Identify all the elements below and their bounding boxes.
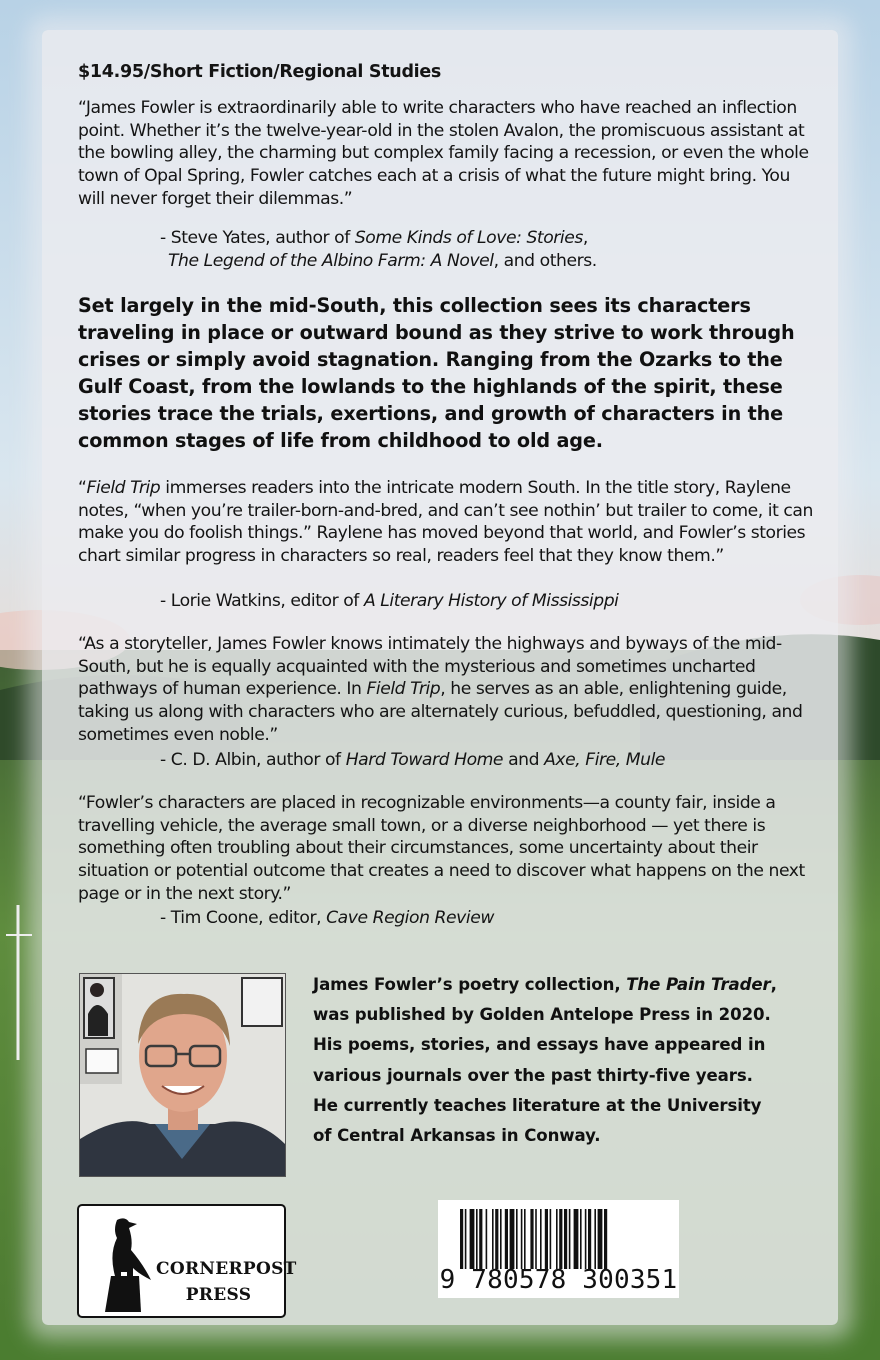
barcode-stripe	[569, 1209, 571, 1269]
review-quote-albin: “As a storyteller, James Fowler knows intimately the highways and byways of the mid-South, but he is equally acquainted with the mysterious and sometimes uncharted pathways of human experience. In Field Trip, he serves as an able, enlightening guide, taking us along with characters who are alternately curious, befuddled, questioning, and sometimes even noble.”	[78, 634, 803, 745]
price-category-line: $14.95/Short Fiction/Regional Studies	[78, 62, 442, 82]
barcode-stripe	[556, 1209, 558, 1269]
barcode-stripe	[564, 1209, 567, 1269]
publisher-name: CORNERPOST PRESS	[156, 1259, 297, 1305]
review-attribution-coone: - Tim Coone, editor, Cave Region Review	[160, 908, 494, 928]
barcode-stripe	[510, 1209, 515, 1269]
isbn-barcode	[438, 1200, 679, 1298]
barcode-stripe	[574, 1209, 579, 1269]
barcode-stripe	[530, 1209, 533, 1269]
barcode-stripe	[495, 1209, 498, 1269]
barcode-stripe	[545, 1209, 548, 1269]
barcode-stripe	[470, 1209, 475, 1269]
barcode-stripe	[479, 1209, 482, 1269]
barcode-stripe	[492, 1209, 494, 1269]
author-bio: James Fowler’s poetry collection, The Pain Trader, was published by Golden Antelope Press in 2020. His poems, stories, and essays have appeared in various journals over the past thirty-five years. He currently teaches literature at the University of Central Arkansas in Conway.	[313, 975, 777, 1146]
barcode-stripe	[460, 1209, 463, 1269]
crow-on-post-icon	[87, 1214, 153, 1314]
barcode-stripe	[524, 1209, 526, 1269]
review-attribution-yates-line2: The Legend of the Albino Farm: A Novel, and others.	[168, 251, 597, 271]
barcode-stripe	[500, 1209, 502, 1269]
barcode-stripe	[516, 1209, 518, 1269]
barcode-stripe	[486, 1209, 488, 1269]
review-attribution-watkins: - Lorie Watkins, editor of A Literary History of Mississippi	[160, 591, 619, 611]
barcode-stripe	[505, 1209, 508, 1269]
barcode-stripe	[521, 1209, 523, 1269]
review-attribution-albin: - C. D. Albin, author of Hard Toward Home and Axe, Fire, Mule	[160, 750, 666, 770]
review-quote-yates: “James Fowler is extraordinarily able to write characters who have reached an inflection point. Whether it’s the twelve-year-old in the stolen Avalon, the promiscuous assistant at the bowling alley, the charming but complex family facing a recession, or even the whole town of Opal Spring, Fowler catches each at a crisis of what the future might bring. You will never forget their dilemmas.”	[78, 98, 809, 209]
publisher-logo	[77, 1204, 297, 1318]
barcode-bars	[460, 1209, 665, 1269]
barcode-stripe	[580, 1209, 582, 1269]
barcode-stripe	[559, 1209, 562, 1269]
barcode-stripe	[476, 1209, 478, 1269]
review-quote-coone: “Fowler’s characters are placed in recognizable environments—a county fair, inside a travelling vehicle, the average small town, or a diverse neighborhood — yet there is something often troubling about their circumstances, some uncertainty about their situation or potential outcome that creates a need to discover what happens on the next page or in the next story.”	[78, 793, 805, 904]
barcode-stripe	[585, 1209, 587, 1269]
barcode-stripe	[465, 1209, 467, 1269]
barcode-stripe	[598, 1209, 603, 1269]
barcode-stripe	[588, 1209, 591, 1269]
author-photo	[79, 973, 286, 1177]
barcode-stripe	[604, 1209, 607, 1269]
barcode-stripe	[540, 1209, 542, 1269]
barcode-stripe	[594, 1209, 596, 1269]
barcode-stripe	[535, 1209, 537, 1269]
review-attribution-yates: - Steve Yates, author of Some Kinds of Love: Stories,	[160, 228, 588, 248]
barcode-stripe	[550, 1209, 552, 1269]
review-quote-watkins: “Field Trip immerses readers into the intricate modern South. In the title story, Raylene notes, “when you’re trailer-born-and-bred, and can’t see nothin’ but trailer to come, it can make you do foolish things.” Raylene has moved beyond that world, and Fowler’s stories chart similar progress in characters so real, readers feel that they know them.”	[78, 478, 813, 567]
book-description: Set largely in the mid-South, this collection sees its characters traveling in place or outward bound as they strive to work through crises or simply avoid stagnation. Ranging from the Ozarks to the Gulf Coast, from the lowlands to the highlands of the spirit, these stories trace the trials, exertions, and growth of characters in the common stages of life from childhood to old age.	[78, 294, 795, 452]
isbn-number: 9 780578 300351	[439, 1265, 678, 1295]
